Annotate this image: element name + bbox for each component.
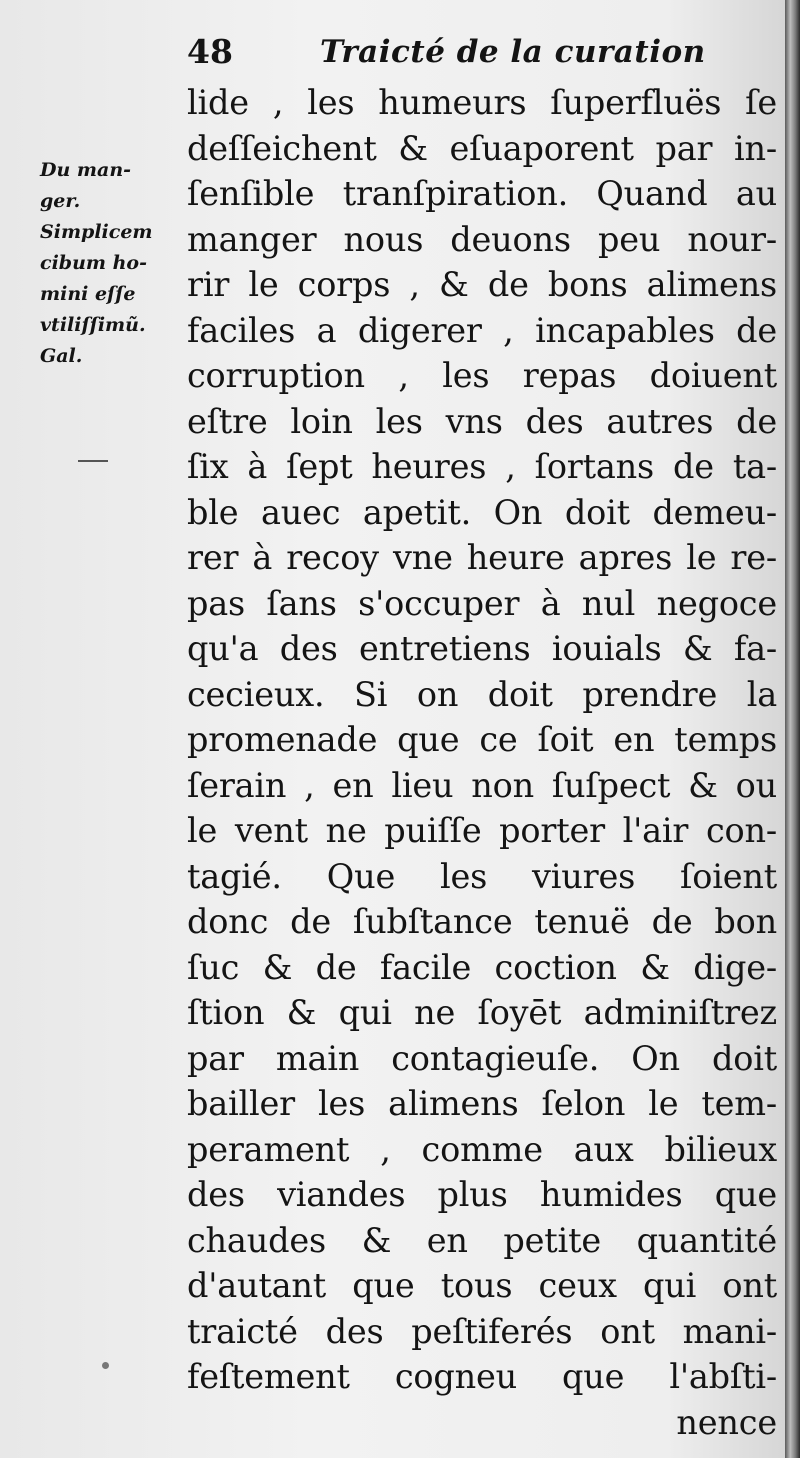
text-line: rir le corps , & de bons alimens xyxy=(187,265,777,304)
margin-note-line: Gal. xyxy=(40,345,83,367)
text-line: lide , les humeurs ſuperfluës ſe xyxy=(187,83,777,122)
text-line: promenade que ce ſoit en temps xyxy=(187,720,777,759)
text-line: faciles a digerer , incapables de xyxy=(187,310,777,350)
text-line: traicté des peſtiferés ont mani- xyxy=(187,1311,777,1351)
text-line: bailler les alimens ſelon le tem- xyxy=(187,1084,777,1123)
margin-dash xyxy=(78,460,108,462)
margin-note-line: cibum ho- xyxy=(40,252,147,274)
text-line: ſerain , en lieu non ſuſpect & ou xyxy=(187,765,777,805)
body-text xyxy=(187,80,777,1445)
text-line: cecieux. Si on doit prendre la xyxy=(187,674,777,714)
margin-note-line: mini eſſe xyxy=(40,283,136,305)
text-line: deſſeichent & eſuaporent par in- xyxy=(187,128,777,168)
text-line: ſenſible tranſpiration. Quand au xyxy=(187,174,777,213)
text-line: ſix à ſept heures , ſortans de ta- xyxy=(187,447,777,486)
margin-note-line: Simplicem xyxy=(40,221,153,243)
text-line: pas ſans s'occuper à nul negoce xyxy=(187,583,777,623)
text-line: le vent ne puiſſe porter l'air con- xyxy=(187,811,777,850)
text-line: eſtre loin les vns des autres de xyxy=(187,401,777,441)
text-line: ſuc & de facile coction & dige- xyxy=(187,947,777,987)
text-line: ſtion & qui ne ſoyēt adminiſtrez xyxy=(187,993,777,1032)
text-line: tagié. Que les viures ſoient xyxy=(187,856,777,896)
page-edge-shadow xyxy=(785,0,800,1458)
margin-note-line: Du man- xyxy=(40,159,132,181)
text-line: manger nous deuons peu nour- xyxy=(187,219,777,259)
running-title: Traicté de la curation xyxy=(320,34,706,70)
text-line: par main contagieuſe. On doit xyxy=(187,1038,777,1078)
page-number: 48 xyxy=(187,32,233,71)
text-line: des viandes plus humides que xyxy=(187,1175,777,1214)
text-line: chaudes & en petite quantité xyxy=(187,1220,777,1260)
text-line: donc de ſubſtance tenuë de bon xyxy=(187,902,777,941)
margin-note-line: ger. xyxy=(40,190,81,212)
text-line: d'autant que tous ceux qui ont xyxy=(187,1266,777,1305)
margin-note-line: vtiliſſimũ. xyxy=(40,314,146,336)
margin-note xyxy=(40,155,180,372)
text-line: corruption , les repas doiuent xyxy=(187,356,777,395)
catchword: nence xyxy=(676,1402,777,1442)
text-line: qu'a des entretiens iouials & fa- xyxy=(187,629,777,668)
page-header xyxy=(185,32,775,76)
text-line: rer à recoy vne heure apres le re- xyxy=(187,538,777,577)
text-line: perament , comme aux bilieux xyxy=(187,1129,777,1169)
text-line: ble auec apetit. On doit demeu- xyxy=(187,492,777,532)
text-line: feſtement cogneu que l'abſti- xyxy=(187,1357,777,1396)
ink-speck xyxy=(102,1362,109,1369)
